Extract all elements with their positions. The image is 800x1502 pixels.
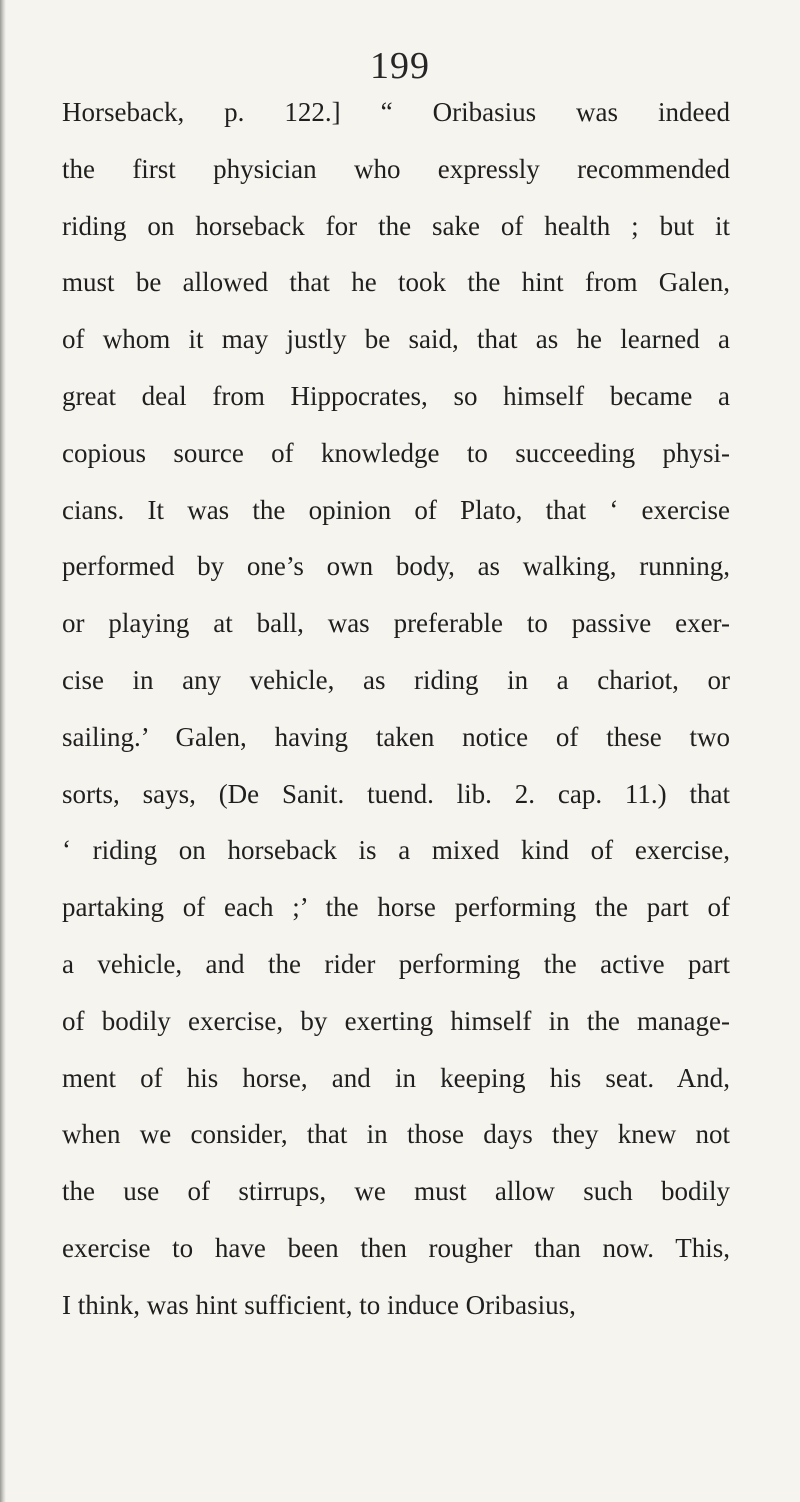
- page-binding-edge: [0, 0, 6, 1502]
- text-line: great deal from Hippocrates, so himself became a: [62, 380, 730, 411]
- text-line: copious source of knowledge to succeeding physi-: [62, 437, 730, 468]
- page-number: 199: [370, 45, 430, 87]
- text-line: ‘ riding on horseback is a mixed kind of exercise,: [62, 835, 730, 866]
- text-line: cians. It was the opinion of Plato, that ‘ exercise: [62, 494, 730, 525]
- text-line: of bodily exercise, by exerting himself in the manage-: [62, 1005, 730, 1036]
- text-line: the use of stirrups, we must allow such bodily: [62, 1176, 730, 1207]
- text-line: sailing.’ Galen, having taken notice of these two: [62, 721, 730, 752]
- text-line: exercise to have been then rougher than now. This,: [62, 1232, 730, 1263]
- text-line: performed by one’s own body, as walking, running,: [62, 551, 730, 582]
- text-line: Horseback, p. 122.] “ Oribasius was indeed: [62, 97, 730, 127]
- text-line: when we consider, that in those days they knew not: [62, 1119, 730, 1150]
- text-line: cise in any vehicle, as riding in a chariot, or: [62, 664, 730, 695]
- body-text: [62, 84, 730, 1334]
- text-line: sorts, says, (De Sanit. tuend. lib. 2. cap. 11.) that: [62, 778, 730, 809]
- text-line: riding on horseback for the sake of health ; but it: [62, 210, 730, 241]
- text-line: of whom it may justly be said, that as he learned a: [62, 324, 730, 355]
- text-line: I think, was hint sufficient, to induce Oribasius,: [62, 1289, 576, 1320]
- text-line: ment of his horse, and in keeping his seat. And,: [62, 1062, 730, 1093]
- text-line: a vehicle, and the rider performing the active part: [62, 948, 730, 979]
- text-line: partaking of each ;’ the horse performing the part of: [62, 892, 730, 923]
- text-line: the first physician who expressly recommended: [62, 153, 730, 184]
- text-line: or playing at ball, was preferable to passive exer-: [62, 608, 730, 639]
- text-line: must be allowed that he took the hint from Galen,: [62, 267, 730, 298]
